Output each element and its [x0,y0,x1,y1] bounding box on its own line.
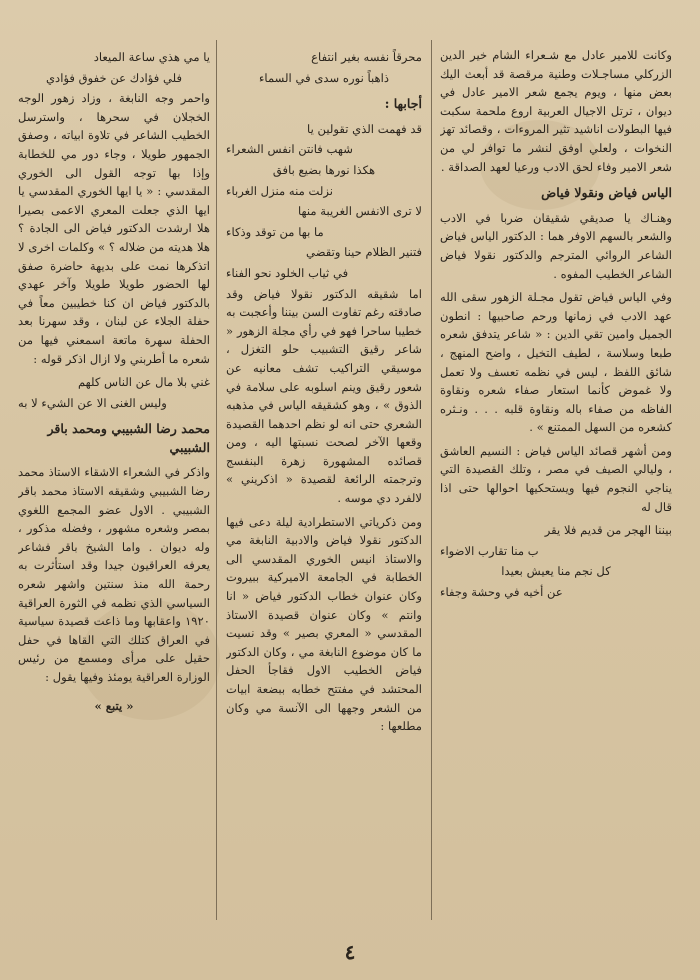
verse-line: غني بلا مال عن الناس كلهم [77,375,210,390]
verse-line: محرقاً نفسه بغير انتفاع [311,50,422,64]
column-divider [216,40,217,920]
verse-line: لا ترى الانفس الغريبة منها [297,204,422,219]
verse-line: ما بها من توقد وذكاء [226,224,324,239]
verse-line: بيننا الهجر من قديم فلا يقر [544,523,672,538]
section-heading: الياس فياض ونقولا فياض [541,185,672,201]
verse-line: وليس الغنى الا عن الشيء لا به [18,395,167,410]
paragraph: وفي الياس فياض تقول مجـلة الزهور سقى الله عهد الادب في زمانها ورحم صاحبيها : انطون الجميل وامين تقي الدين : « شاعر يتدفق شعره طبعا وسلاسة ، لطيف التخيل ، واضح المنهج ، شائق اللفظ ، ليس في نظمه تعسف ولا تعمل ولا غموض كأنما استعار صفاء شعره ونقاوة الفاظه من صفاء باله ونقاوة قلبه . . . ونـثره كشعره من السهل الممتنع » . [440,290,672,435]
paragraph: ومن ذكرياتي الاستطرادية ليلة دعى فيها الدكتور نقولا فياض والادبية النابغة مي والاستاذ انيس الخوري المقدسي الى الخطابة في الجامعة الاميركية ببيروت وكان عنوان خطاب الدكتور فياض « انا وانتم » وكان عنوان قصيدة الاستاذ المقدسي « المعري بصير » وقد نسيت ما كان موضوع النابغة مي ، وكان الدكتور فياض الخطيب الاول فقاجأ الحفل المحتشد في مفتتح خطابه ببضعة ابيات من الشعر وجهها الى الآنسة مي وكان مطلعها : [226,514,422,734]
verse-line: ذاهباً نوره سدى في السماء [258,70,390,85]
continued-note: « يتبع » [94,698,134,713]
verse-line: نزلت منه منزل الغرباء [226,183,334,198]
verse-line: يا مي هذي ساعة الميعاد [93,50,210,64]
verse-line: هكذا نورها بضيع بافق [272,162,376,177]
paragraph: ومن أشهر قصائد الياس فياض : النسيم العاشق ، وليالي الصيف في مصر ، وتلك القصيدة التي يناجي النجوم فيها ويستحكيها احوالها حتى اذا قال له [440,443,672,514]
page-number: ٤ [344,940,356,964]
verse-line: قد فهمت الذي تقولين يا [307,121,422,136]
left-column [18,46,210,916]
right-column [440,46,672,916]
paragraph: وكانت للامير عادل مع شـعراء الشام خير الدين الزركلي مساجـلات وطنية مرقصة قد أبعث اليك بعض منها ، ويوم يجمع شعر الامير عادل في ديوان ، ترتل الاجيال العربية اروع ملحمة سكبت فيها البطولات اناشيد تثير المروءات ، وقصائد تهز النخوات ، ولعلي اوفق لنشر ما توافر لي من شعر الامير وفاء لحق الادب ورعيا لعهد الصداقة . [440,48,672,174]
verse-line: عن أخيه في وحشة وجفاء [440,585,563,600]
paragraph: وهنـاك يا صديقي شقيقان ضربا في الادب والشعر بالسهم الاوفر هما : الدكتور الياس فياض الشاعر الروائي المترجم والدكتور نقولا فياض الشاعر الخطيب المفوه . [440,210,672,281]
middle-column [226,46,422,916]
verse-line: في ثياب الخلود نحو الفناء [226,265,349,280]
verse-line: شهب فانتن انفس الشعراء [226,142,353,157]
verse-line: ب منا تقارب الاضواء [440,543,539,558]
paragraph: واذكر في الشعراء الاشقاء الاستاذ محمد رضا الشبيبي وشقيقه الاستاذ محمد باقر الشبيبي . الاول عضو المجمع اللغوي بمصر وشعره مشهور ، وفضله مذكور ، وله ديوان . واما الشيخ باقر فشاعر يعرفه العراقيون جيدا وقد استأثرت به رحمة الله منذ سنتين واشهر شعره السياسي الذي نظمه في الثورة العراقية ١٩٢٠ واعقابها وما ذاعت قصيدة سياسية في العراق كتلك التي القاها في حفل حقيل على مرأى ومسمع من رئيس الوزارة العراقية يومئذ وفيها يقول : [18,465,210,684]
paragraph: اما شقيقه الدكتور نقولا فياض وقد صادقته رغم تفاوت السن بيننا وأعجبت به خطيبا ساحرا فهو في رأي مجلة الزهور « شاعر رقيق التشبيب حلو التغزل ، موسيقي التراكيب تشف معانيه عن شعور رقيق وينم اسلوبه على سلامة في الذوق » ، وهو كشقيقه الياس في مذهبه الشعري حتى انه لو نظم احدهما القصيدة وقعها الآخر لصحت نسبتها اليه ، ومن قصائده المشهورة زهرة البنفسج وترجمته الرائعة لقصيدة « اذكريني » لالفرد دي موسه . [226,286,422,506]
section-heading: محمد رضا الشبيبي ومحمد باقر الشبيبي [47,421,210,455]
verse-line: فتنير الظلام حينا وتقضي [306,245,422,260]
verse-line: كل نجم منا يعيش بعيدا [501,564,611,579]
column-divider [431,40,432,920]
paragraph: واحمر وجه النابغة ، وزاد زهور الوجه الخجلان في سحرها ، واسترسل الخطيب الشاعر في تلاوة ابياته ، وصفق الجمهور طويلا ، وجاء دور مي للخطابة وإذا بها توجه القول الى الخوري المقدسي : « يا ايها الخوري المقدسي يا ايها الذي جعلت المعري الاعمى بصيرا هلا ارشدت الدكتور فياض الى الجادة ؟ هلا هديته من ضلاله ؟ » وكلمات اخرى لا اتذكرها نمت على بديهة حاضرة صفق لها الحضور طويلا طويلا وآخر عهدي بالدكتور فياض ان كنا خطيبين معاً في حفلة الجلاء عن لبنان ، وقد سهرنا بعد الحفلة سهرة ماتعة اسمعني فيها من شعره ما أطربني ولا ازال اذكر قوله : [18,91,210,366]
verse-line: فلي فؤادك عن خفوق فؤادي [45,70,182,85]
answer-heading: أجابها : [384,96,422,112]
